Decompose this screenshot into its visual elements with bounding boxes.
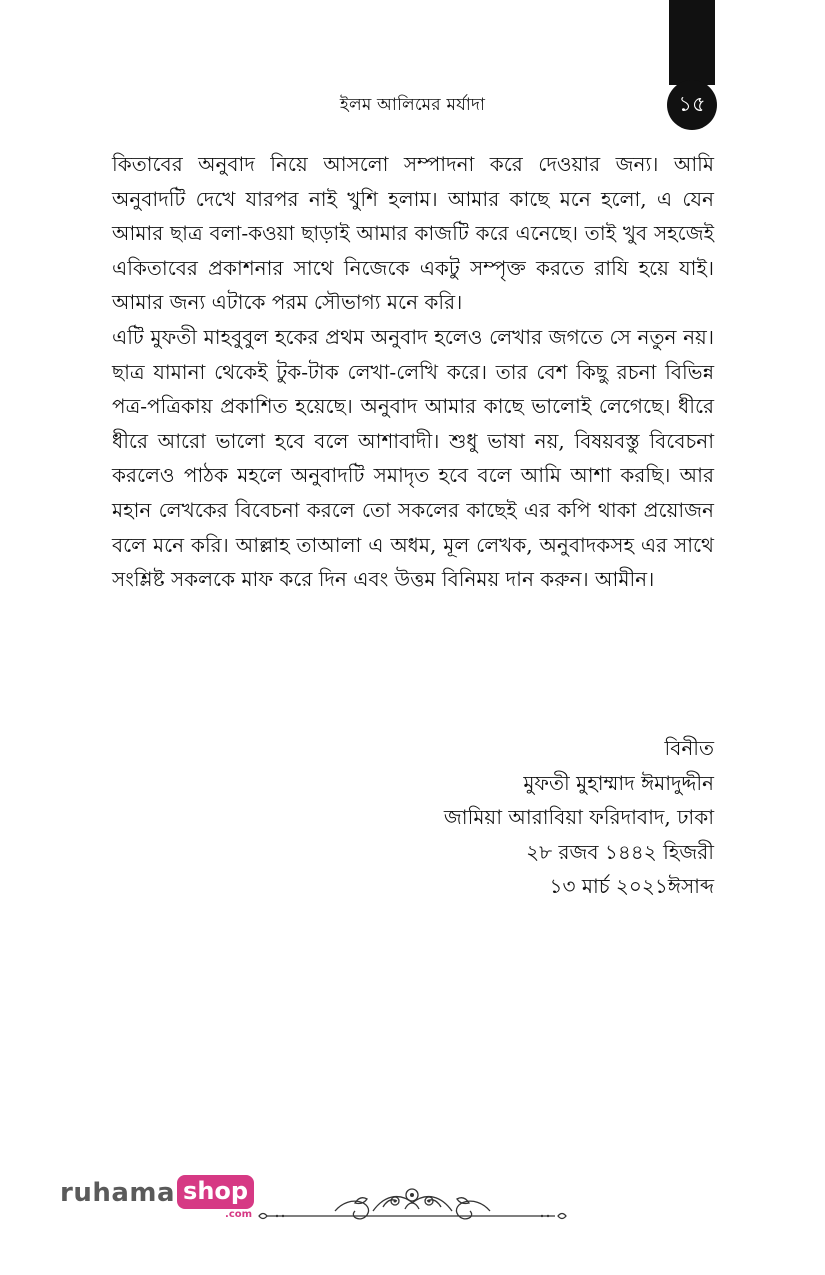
paragraph-1: কিতাবের অনুবাদ নিয়ে আসলো সম্পাদনা করে দেওয়ার জন্য। আমি অনুবাদটি দেখে যারপর নাই খুশি হলাম। আমার কাছে মনে হলো, এ যেন আমার ছাত্র বলা-কওয়া ছাড়াই আমার কাজটি করে এনেছে। তাই খুব সহজেই একিতাবের প্রকাশনার সাথে নিজেকে একটু সম্পৃক্ত করতে রাযি হয়ে যাই। আমার জন্য এটাকে পরম সৌভাগ্য মনে করি।: [112, 152, 714, 315]
running-title: ইলম আলিমের মর্যাদা: [339, 95, 486, 115]
floral-divider-ornament: [255, 1181, 570, 1231]
logo-shop-badge: [177, 1175, 254, 1220]
signature-hijri-date: ২৮ রজব ১৪৪২ হিজরী: [526, 839, 714, 864]
page-tab-bar: [669, 0, 715, 85]
body-text: [112, 147, 714, 597]
signature-closing: বিনীত: [664, 736, 714, 760]
signature-name: মুফতী মুহাম্মাদ ঈমাদুদ্দীন: [523, 770, 714, 795]
signature-gregorian-date: ১৩ মার্চ ২০২১ঈসাব্দ: [549, 874, 714, 898]
logo-shop-text: shop: [177, 1175, 254, 1209]
ruhamashop-logo: [60, 1175, 254, 1220]
logo-dotcom-text: .com: [225, 1209, 253, 1220]
signature-institution: জামিয়া আরাবিয়া ফরিদাবাদ, ঢাকা: [443, 805, 714, 829]
paragraph-2: এটি মুফতী মাহবুবুল হকের প্রথম অনুবাদ হলেও লেখার জগতে সে নতুন নয়। ছাত্র যামানা থেকেই টুক-টাক লেখা-লেখি করে। তার বেশ কিছু রচনা বিভিন্ন পত্র-পত্রিকায় প্রকাশিত হয়েছে। অনুবাদ আমার কাছে ভালোই লেগেছে। ধীরে ধীরে আরো ভালো হবে বলে আশাবাদী। শুধু ভাষা নয়, বিষয়বস্তু বিবেচনা করলেও পাঠক মহলে অনুবাদটি সমাদৃত হবে বলে আমি আশা করছি। আর মহান লেখকের বিবেচনা করলে তো সকলের কাছেই এর কপি থাকা প্রয়োজন বলে মনে করি। আল্লাহ তাআলা এ অধম, মূল লেখক, অনুবাদকসহ এর সাথে সংশ্লিষ্ট সকলকে মাফ করে দিন এবং উত্তম বিনিময় দান করুন। আমীন।: [112, 324, 714, 592]
logo-ruhama-text: ruhama: [60, 1178, 176, 1208]
page-number: ১৫: [678, 91, 706, 116]
signature-block: [444, 731, 714, 904]
